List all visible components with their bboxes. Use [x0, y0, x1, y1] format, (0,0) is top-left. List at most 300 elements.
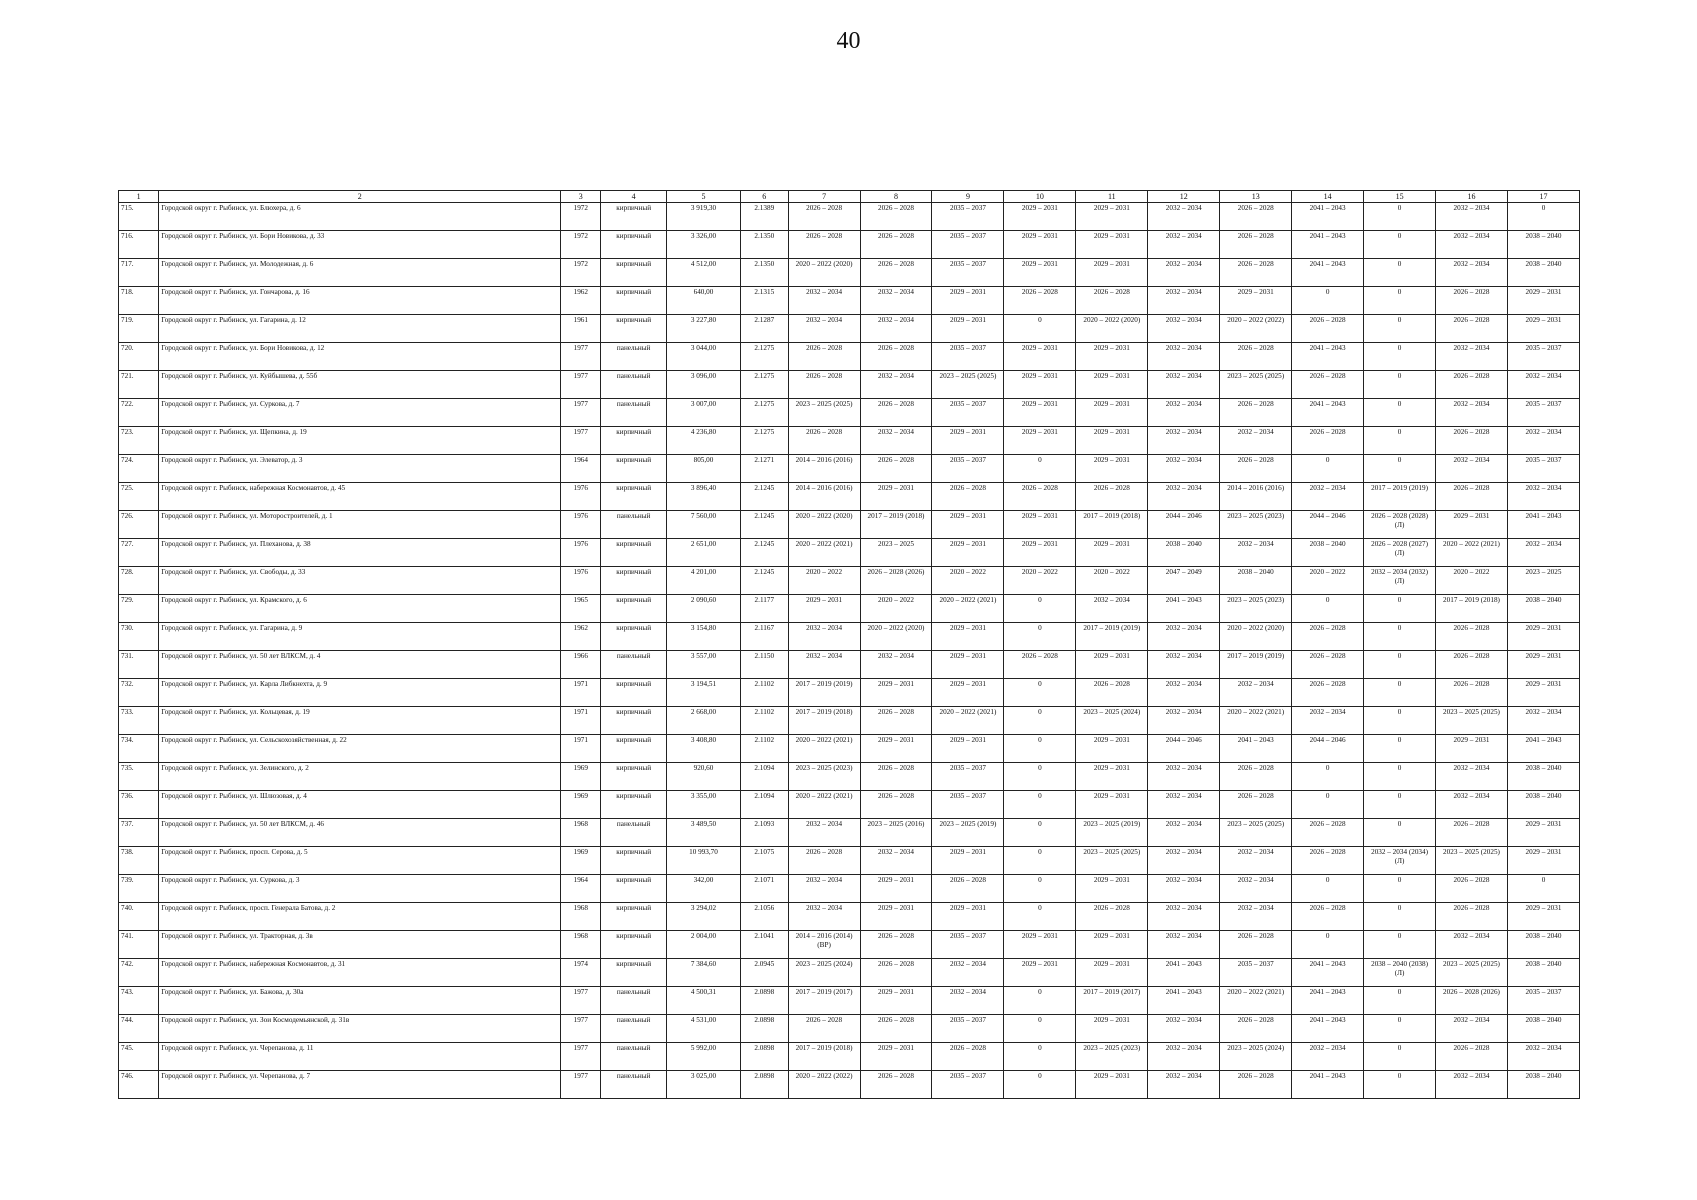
table-cell: Городской округ г. Рыбинск, ул. Суркова, д. 3 — [159, 875, 561, 903]
table-cell: 2026 – 2028 — [1436, 651, 1508, 679]
table-cell: 2032 – 2034 — [1436, 763, 1508, 791]
table-cell: 2020 – 2022 (2020) — [788, 511, 860, 539]
table-cell: 2029 – 2031 — [1076, 651, 1148, 679]
table-cell: 0 — [1292, 763, 1364, 791]
table-cell: Городской округ г. Рыбинск, ул. Шлюзовая, д. 4 — [159, 791, 561, 819]
table-cell: 2026 – 2028 (2027) (Л) — [1364, 539, 1436, 567]
table-cell: 2032 – 2034 — [1148, 343, 1220, 371]
table-cell: 2032 – 2034 — [1436, 259, 1508, 287]
table-cell: 2020 – 2022 (2021) — [1220, 707, 1292, 735]
table-cell: 733. — [119, 707, 159, 735]
table-cell: кирпичный — [601, 931, 667, 959]
table-cell: 2023 – 2025 (2025) — [1220, 819, 1292, 847]
table-cell: 2029 – 2031 — [932, 287, 1004, 315]
table-cell: 2035 – 2037 — [1507, 987, 1579, 1015]
table-cell: 723. — [119, 427, 159, 455]
table-cell: 1968 — [561, 819, 601, 847]
table-cell: 0 — [1364, 371, 1436, 399]
table-row — [119, 371, 1580, 399]
table-cell: кирпичный — [601, 427, 667, 455]
table-cell: 0 — [1507, 203, 1579, 231]
table-cell: 1965 — [561, 595, 601, 623]
table-cell: 0 — [1004, 315, 1076, 343]
table-cell: 736. — [119, 791, 159, 819]
table-cell: кирпичный — [601, 483, 667, 511]
table-cell: 2035 – 2037 — [1507, 343, 1579, 371]
table-cell: 2032 – 2034 — [1507, 483, 1579, 511]
table-cell: 2023 – 2025 (2019) — [932, 819, 1004, 847]
table-cell: 0 — [1004, 847, 1076, 875]
table-cell: 2041 – 2043 — [1507, 511, 1579, 539]
table-cell: 2032 – 2034 — [788, 875, 860, 903]
table-cell: 2029 – 2031 — [788, 595, 860, 623]
table-cell: 0 — [1292, 791, 1364, 819]
table-cell: Городской округ г. Рыбинск, ул. Гончарова, д. 16 — [159, 287, 561, 315]
table-cell: 0 — [1004, 875, 1076, 903]
table-row — [119, 987, 1580, 1015]
table-cell: 2029 – 2031 — [1507, 315, 1579, 343]
table-cell: Городской округ г. Рыбинск, ул. Бори Новикова, д. 12 — [159, 343, 561, 371]
table-cell: панельный — [601, 343, 667, 371]
column-header: 2 — [159, 191, 561, 203]
table-cell: 2032 – 2034 — [788, 623, 860, 651]
table-cell: 2014 – 2016 (2016) — [1220, 483, 1292, 511]
table-row — [119, 931, 1580, 959]
table-cell: 2035 – 2037 — [1507, 455, 1579, 483]
table-cell: 4 512,00 — [666, 259, 740, 287]
table-cell: 2029 – 2031 — [860, 875, 932, 903]
table-cell: 2026 – 2028 — [860, 455, 932, 483]
table-cell: 0 — [1004, 707, 1076, 735]
table-cell: 2026 – 2028 — [1292, 903, 1364, 931]
table-cell: 2020 – 2022 — [1004, 567, 1076, 595]
table-cell: 0 — [1364, 903, 1436, 931]
table-cell: 2032 – 2034 — [1148, 1043, 1220, 1071]
table-cell: 2032 – 2034 — [860, 651, 932, 679]
table-cell: панельный — [601, 371, 667, 399]
table-cell: 2.0898 — [741, 1043, 789, 1071]
table-cell: 1977 — [561, 1015, 601, 1043]
table-cell: 2026 – 2028 — [788, 427, 860, 455]
table-cell: 2032 – 2034 — [1436, 1015, 1508, 1043]
table-cell: 2029 – 2031 — [860, 735, 932, 763]
table-cell: 2032 – 2034 — [1148, 819, 1220, 847]
table-cell: 2044 – 2046 — [1148, 511, 1220, 539]
table-cell: Городской округ г. Рыбинск, ул. Бажова, д. 30а — [159, 987, 561, 1015]
table-cell: 1966 — [561, 651, 601, 679]
table-cell: 2026 – 2028 — [788, 1015, 860, 1043]
table-cell: 3 896,40 — [666, 483, 740, 511]
table-cell: 2029 – 2031 — [1076, 1015, 1148, 1043]
table-cell: 2023 – 2025 (2019) — [1076, 819, 1148, 847]
table-cell: 2.1177 — [741, 595, 789, 623]
table-cell: 2017 – 2019 (2019) — [788, 679, 860, 707]
table-cell: 2017 – 2019 (2019) — [1076, 623, 1148, 651]
table-cell: 2038 – 2040 — [1507, 959, 1579, 987]
table-cell: кирпичный — [601, 959, 667, 987]
table-cell: 2 004,00 — [666, 931, 740, 959]
table-row — [119, 343, 1580, 371]
table-cell: 2.1275 — [741, 399, 789, 427]
table-row — [119, 315, 1580, 343]
table-cell: 2020 – 2022 (2021) — [1436, 539, 1508, 567]
table-cell: 726. — [119, 511, 159, 539]
table-cell: 2023 – 2025 (2025) — [1220, 371, 1292, 399]
table-cell: 0 — [1364, 1043, 1436, 1071]
table-cell: 2038 – 2040 — [1507, 763, 1579, 791]
table-cell: 2026 – 2028 — [1436, 679, 1508, 707]
table-cell: Городской округ г. Рыбинск, набережная Космонавтов, д. 45 — [159, 483, 561, 511]
table-cell: 0 — [1004, 455, 1076, 483]
table-cell: 0 — [1004, 595, 1076, 623]
table-cell: 3 194,51 — [666, 679, 740, 707]
table-cell: 2026 – 2028 — [1220, 1015, 1292, 1043]
table-cell: 2020 – 2022 (2020) — [860, 623, 932, 651]
table-cell: 2041 – 2043 — [1220, 735, 1292, 763]
table-cell: 2026 – 2028 — [1292, 679, 1364, 707]
table-cell: 2032 – 2034 — [1148, 707, 1220, 735]
table-cell: 2029 – 2031 — [1436, 735, 1508, 763]
table-cell: 2041 – 2043 — [1292, 1071, 1364, 1099]
column-header: 16 — [1436, 191, 1508, 203]
table-cell: 734. — [119, 735, 159, 763]
table-cell: 0 — [1364, 707, 1436, 735]
table-cell: Городской округ г. Рыбинск, ул. Плеханова, д. 38 — [159, 539, 561, 567]
table-cell: 2038 – 2040 — [1507, 595, 1579, 623]
table-cell: 2032 – 2034 — [1436, 791, 1508, 819]
table-cell: 2032 – 2034 — [1148, 679, 1220, 707]
table-row — [119, 819, 1580, 847]
table-cell: 0 — [1004, 1015, 1076, 1043]
table-cell: 2029 – 2031 — [1076, 203, 1148, 231]
table-cell: 2023 – 2025 (2023) — [1220, 511, 1292, 539]
table-cell: 2029 – 2031 — [932, 623, 1004, 651]
table-cell: 2032 – 2034 — [1507, 371, 1579, 399]
table-cell: 2029 – 2031 — [860, 483, 932, 511]
table-cell: 2.1287 — [741, 315, 789, 343]
table-cell: 1971 — [561, 735, 601, 763]
table-cell: 2041 – 2043 — [1148, 595, 1220, 623]
table-cell: панельный — [601, 651, 667, 679]
table-cell: 2032 – 2034 — [788, 315, 860, 343]
table-cell: Городской округ г. Рыбинск, просп. Серова, д. 5 — [159, 847, 561, 875]
table-cell: 3 326,00 — [666, 231, 740, 259]
table-cell: 2026 – 2028 — [1076, 903, 1148, 931]
table-cell: 2026 – 2028 — [1436, 903, 1508, 931]
table-cell: 1976 — [561, 511, 601, 539]
table-cell: 0 — [1364, 679, 1436, 707]
table-cell: 2029 – 2031 — [1220, 287, 1292, 315]
table-cell: 2026 – 2028 — [860, 343, 932, 371]
table-row — [119, 567, 1580, 595]
table-cell: 735. — [119, 763, 159, 791]
table-cell: 715. — [119, 203, 159, 231]
table-cell: 2020 – 2022 (2020) — [1076, 315, 1148, 343]
table-cell: 2026 – 2028 — [860, 399, 932, 427]
table-cell: 2017 – 2019 (2018) — [1436, 595, 1508, 623]
column-header: 10 — [1004, 191, 1076, 203]
table-cell: 805,00 — [666, 455, 740, 483]
table-cell: 2032 – 2034 — [1507, 707, 1579, 735]
table-cell: 2035 – 2037 — [932, 931, 1004, 959]
table-row — [119, 203, 1580, 231]
table-cell: 2041 – 2043 — [1507, 735, 1579, 763]
table-cell: 2032 – 2034 — [1148, 763, 1220, 791]
table-cell: 2026 – 2028 — [1004, 483, 1076, 511]
column-header: 12 — [1148, 191, 1220, 203]
table-cell: 2.1094 — [741, 763, 789, 791]
table-cell: 2020 – 2022 (2021) — [1220, 987, 1292, 1015]
table-cell: 2017 – 2019 (2018) — [788, 1043, 860, 1071]
table-cell: 724. — [119, 455, 159, 483]
table-cell: панельный — [601, 819, 667, 847]
table-cell: 2035 – 2037 — [932, 203, 1004, 231]
table-cell: 2038 – 2040 — [1220, 567, 1292, 595]
table-cell: 2020 – 2022 (2021) — [788, 735, 860, 763]
table-cell: 2026 – 2028 — [1220, 259, 1292, 287]
table-cell: 2017 – 2019 (2018) — [1076, 511, 1148, 539]
table-cell: 2029 – 2031 — [932, 511, 1004, 539]
column-header: 6 — [741, 191, 789, 203]
table-cell: 2032 – 2034 (2032) (Л) — [1364, 567, 1436, 595]
table-cell: 2029 – 2031 — [1076, 259, 1148, 287]
table-cell: 2041 – 2043 — [1292, 259, 1364, 287]
table-cell: 1974 — [561, 959, 601, 987]
table-cell: 4 236,80 — [666, 427, 740, 455]
table-cell: 2032 – 2034 — [1148, 651, 1220, 679]
table-cell: 2.1093 — [741, 819, 789, 847]
table-cell: кирпичный — [601, 315, 667, 343]
table-row — [119, 259, 1580, 287]
table-cell: Городской округ г. Рыбинск, ул. Черепанова, д. 11 — [159, 1043, 561, 1071]
table-cell: панельный — [601, 511, 667, 539]
table-cell: 1969 — [561, 763, 601, 791]
table-cell: 7 560,00 — [666, 511, 740, 539]
table-cell: 3 489,50 — [666, 819, 740, 847]
table-cell: 2.0945 — [741, 959, 789, 987]
table-cell: Городской округ г. Рыбинск, ул. Щепкина, д. 19 — [159, 427, 561, 455]
table-cell: 2.0898 — [741, 1071, 789, 1099]
table-cell: 2032 – 2034 — [1076, 595, 1148, 623]
table-cell: 2.1275 — [741, 427, 789, 455]
table-cell: 2035 – 2037 — [932, 1015, 1004, 1043]
table-cell: кирпичный — [601, 903, 667, 931]
table-cell: 2029 – 2031 — [1004, 371, 1076, 399]
table-cell: 1977 — [561, 1071, 601, 1099]
table-cell: 2023 – 2025 (2024) — [788, 959, 860, 987]
table-cell: 2020 – 2022 (2021) — [932, 707, 1004, 735]
table-cell: 2023 – 2025 (2016) — [860, 819, 932, 847]
table-cell: 2026 – 2028 (2026) — [860, 567, 932, 595]
table-cell: 2032 – 2034 — [1148, 315, 1220, 343]
table-cell: 2026 – 2028 — [1076, 287, 1148, 315]
table-row — [119, 1043, 1580, 1071]
table-cell: 2023 – 2025 (2024) — [1220, 1043, 1292, 1071]
table-cell: 2035 – 2037 — [932, 399, 1004, 427]
table-cell: 2026 – 2028 — [1436, 371, 1508, 399]
table-cell: 2.1315 — [741, 287, 789, 315]
table-cell: 2029 – 2031 — [932, 735, 1004, 763]
table-row — [119, 735, 1580, 763]
table-cell: 2035 – 2037 — [1507, 399, 1579, 427]
table-cell: кирпичный — [601, 847, 667, 875]
table-cell: 2038 – 2040 (2038) (Л) — [1364, 959, 1436, 987]
table-cell: 3 355,00 — [666, 791, 740, 819]
table-cell: 2032 – 2034 — [1220, 679, 1292, 707]
column-header: 13 — [1220, 191, 1292, 203]
table-row — [119, 455, 1580, 483]
table-cell: 2020 – 2022 (2020) — [1220, 623, 1292, 651]
table-cell: 742. — [119, 959, 159, 987]
table-cell: 2.1245 — [741, 567, 789, 595]
table-cell: 2029 – 2031 — [1076, 539, 1148, 567]
table-cell: 2.0898 — [741, 987, 789, 1015]
table-cell: 2026 – 2028 — [860, 959, 932, 987]
page-number: 40 — [836, 28, 861, 54]
table-cell: 0 — [1364, 875, 1436, 903]
table-cell: 0 — [1364, 1015, 1436, 1043]
table-cell: 2029 – 2031 — [932, 315, 1004, 343]
table-cell: 2.1150 — [741, 651, 789, 679]
table-cell: 2026 – 2028 — [1436, 819, 1508, 847]
table-cell: Городской округ г. Рыбинск, ул. Элеватор, д. 3 — [159, 455, 561, 483]
table-cell: 2041 – 2043 — [1292, 203, 1364, 231]
table-row — [119, 1071, 1580, 1099]
table-cell: 2023 – 2025 (2025) — [932, 371, 1004, 399]
table-cell: 2029 – 2031 — [1004, 511, 1076, 539]
table-cell: 2032 – 2034 — [1148, 875, 1220, 903]
table-cell: 2023 – 2025 (2023) — [1076, 1043, 1148, 1071]
table-cell: 2026 – 2028 — [788, 371, 860, 399]
table-cell: 2029 – 2031 — [860, 679, 932, 707]
table-cell: 2.1102 — [741, 707, 789, 735]
table-cell: 2032 – 2034 — [788, 651, 860, 679]
table-cell: 4 531,00 — [666, 1015, 740, 1043]
table-cell: 2017 – 2019 (2018) — [788, 707, 860, 735]
table-cell: 1977 — [561, 1043, 601, 1071]
table-cell: Городской округ г. Рыбинск, ул. 50 лет ВЛКСМ, д. 46 — [159, 819, 561, 847]
table-cell: 2029 – 2031 — [932, 651, 1004, 679]
table-cell: 2020 – 2022 — [1292, 567, 1364, 595]
table-cell: 2041 – 2043 — [1292, 343, 1364, 371]
table-cell: 720. — [119, 343, 159, 371]
table-cell: 2026 – 2028 — [1436, 875, 1508, 903]
table-cell: 2.1350 — [741, 259, 789, 287]
column-header: 17 — [1507, 191, 1579, 203]
table-cell: Городской округ г. Рыбинск, ул. Суркова, д. 7 — [159, 399, 561, 427]
table-cell: 2 651,00 — [666, 539, 740, 567]
table-cell: 2026 – 2028 — [1220, 931, 1292, 959]
table-cell: 725. — [119, 483, 159, 511]
table-cell: 2.1245 — [741, 539, 789, 567]
table-cell: 2029 – 2031 — [1004, 427, 1076, 455]
table-cell: 2026 – 2028 — [860, 259, 932, 287]
table-cell: 0 — [1364, 735, 1436, 763]
table-cell: 2029 – 2031 — [1507, 903, 1579, 931]
table-cell: Городской округ г. Рыбинск, ул. Зелинского, д. 2 — [159, 763, 561, 791]
table-cell: 2026 – 2028 — [1292, 847, 1364, 875]
table-cell: 1961 — [561, 315, 601, 343]
table-cell: кирпичный — [601, 231, 667, 259]
table-cell: 2029 – 2031 — [1076, 931, 1148, 959]
table-cell: 2026 – 2028 — [860, 203, 932, 231]
table-cell: 2032 – 2034 — [788, 287, 860, 315]
table-cell: 3 096,00 — [666, 371, 740, 399]
table-cell: 740. — [119, 903, 159, 931]
table-cell: 2035 – 2037 — [1220, 959, 1292, 987]
table-cell: 2.1041 — [741, 931, 789, 959]
table-row — [119, 623, 1580, 651]
table-cell: 2029 – 2031 — [1076, 791, 1148, 819]
table-row — [119, 903, 1580, 931]
table-cell: 2.1075 — [741, 847, 789, 875]
table-cell: 2041 – 2043 — [1292, 231, 1364, 259]
table-row — [119, 287, 1580, 315]
table-cell: 3 408,80 — [666, 735, 740, 763]
table-cell: 2029 – 2031 — [932, 539, 1004, 567]
table-cell: 2.0898 — [741, 1015, 789, 1043]
table-cell: 2029 – 2031 — [860, 903, 932, 931]
table-cell: кирпичный — [601, 791, 667, 819]
table-cell: 1971 — [561, 679, 601, 707]
table-cell: 2020 – 2022 — [860, 595, 932, 623]
table-cell: кирпичный — [601, 707, 667, 735]
table-row — [119, 399, 1580, 427]
table-cell: 0 — [1364, 987, 1436, 1015]
table-cell: 2032 – 2034 — [788, 819, 860, 847]
table-cell: Городской округ г. Рыбинск, просп. Генерала Батова, д. 2 — [159, 903, 561, 931]
table-cell: Городской округ г. Рыбинск, ул. Куйбышева, д. 55б — [159, 371, 561, 399]
table-cell: 2017 – 2019 (2018) — [860, 511, 932, 539]
table-cell: 0 — [1292, 287, 1364, 315]
table-cell: кирпичный — [601, 595, 667, 623]
table-cell: 0 — [1364, 259, 1436, 287]
table-cell: 2026 – 2028 — [1436, 427, 1508, 455]
table-cell: 2026 – 2028 — [860, 707, 932, 735]
table-cell: 1962 — [561, 623, 601, 651]
table-cell: 2026 – 2028 — [1436, 287, 1508, 315]
table-cell: 2038 – 2040 — [1507, 259, 1579, 287]
table-cell: 2029 – 2031 — [1076, 399, 1148, 427]
table-cell: 2026 – 2028 — [1292, 371, 1364, 399]
table-cell: 0 — [1364, 427, 1436, 455]
table-cell: 2.1102 — [741, 735, 789, 763]
table-cell: 2023 – 2025 — [1507, 567, 1579, 595]
table-cell: 2.1275 — [741, 371, 789, 399]
table-row — [119, 679, 1580, 707]
table-cell: 2026 – 2028 — [860, 763, 932, 791]
table-cell: Городской округ г. Рыбинск, ул. Черепанова, д. 7 — [159, 1071, 561, 1099]
table-cell: 2017 – 2019 (2019) — [1220, 651, 1292, 679]
table-cell: 2023 – 2025 (2025) — [1436, 707, 1508, 735]
table-cell: 2032 – 2034 — [1148, 427, 1220, 455]
column-header: 3 — [561, 191, 601, 203]
column-header: 5 — [666, 191, 740, 203]
table-cell: 2032 – 2034 — [932, 959, 1004, 987]
table-cell: кирпичный — [601, 455, 667, 483]
table-cell: кирпичный — [601, 567, 667, 595]
table-cell: 0 — [1364, 399, 1436, 427]
table-cell: 3 557,00 — [666, 651, 740, 679]
table-cell: 2038 – 2040 — [1507, 931, 1579, 959]
table-cell: 1969 — [561, 791, 601, 819]
table-cell: 2029 – 2031 — [932, 847, 1004, 875]
table-cell: 2029 – 2031 — [1076, 959, 1148, 987]
table-cell: 2029 – 2031 — [1436, 511, 1508, 539]
table-cell: 2023 – 2025 — [860, 539, 932, 567]
table-cell: 2026 – 2028 — [1220, 203, 1292, 231]
table-cell: 2.1245 — [741, 511, 789, 539]
